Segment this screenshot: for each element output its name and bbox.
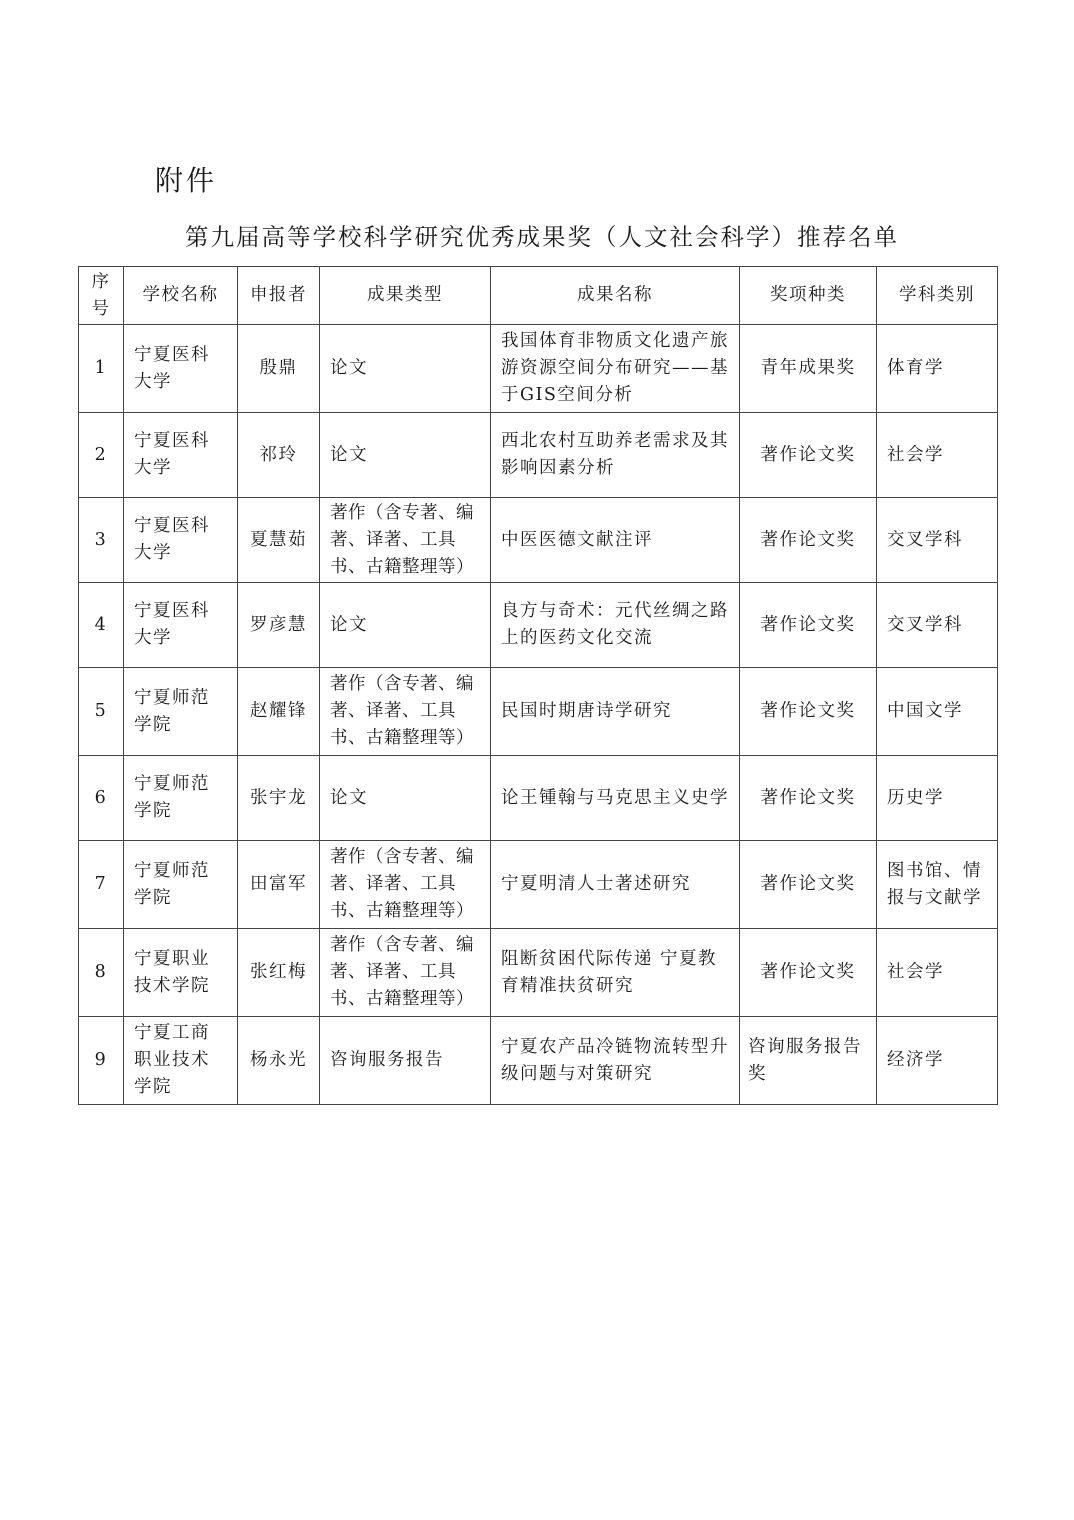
row-discipline: 交叉学科 <box>877 583 998 668</box>
row-author: 杨永光 <box>238 1017 320 1105</box>
row-author: 田富军 <box>238 841 320 929</box>
row-author: 罗彦慧 <box>238 583 320 668</box>
header-type: 成果类型 <box>320 267 491 325</box>
row-school: 宁夏师范学院 <box>124 756 238 841</box>
header-school: 学校名称 <box>124 267 238 325</box>
row-school: 宁夏医科大学 <box>124 498 238 583</box>
row-type: 著作（含专著、编著、译著、工具书、古籍整理等） <box>320 929 491 1017</box>
row-num: 7 <box>79 841 124 929</box>
row-type: 著作（含专著、编著、译著、工具书、古籍整理等） <box>320 841 491 929</box>
row-discipline: 图书馆、情报与文献学 <box>877 841 998 929</box>
row-num: 4 <box>79 583 124 668</box>
row-type: 论文 <box>320 583 491 668</box>
row-discipline: 社会学 <box>877 413 998 498</box>
row-num: 1 <box>79 325 124 413</box>
row-type: 咨询服务报告 <box>320 1017 491 1105</box>
table-row <box>79 668 998 756</box>
row-award: 著作论文奖 <box>740 413 877 498</box>
table-row <box>79 325 998 413</box>
row-name: 宁夏农产品冷链物流转型升级问题与对策研究 <box>491 1017 740 1105</box>
row-award: 咨询服务报告奖 <box>740 1017 877 1105</box>
row-num: 6 <box>79 756 124 841</box>
row-type: 著作（含专著、编著、译著、工具书、古籍整理等） <box>320 498 491 583</box>
row-author: 夏慧茹 <box>238 498 320 583</box>
header-num: 序 号 <box>79 267 124 325</box>
table-row <box>79 583 998 668</box>
row-author: 赵耀锋 <box>238 668 320 756</box>
row-author: 张宇龙 <box>238 756 320 841</box>
row-school: 宁夏工商职业技术学院 <box>124 1017 238 1105</box>
row-num: 8 <box>79 929 124 1017</box>
row-author: 祁玲 <box>238 413 320 498</box>
attachment-label: 附件 <box>155 164 218 197</box>
row-award: 著作论文奖 <box>740 668 877 756</box>
row-school: 宁夏师范学院 <box>124 668 238 756</box>
row-school: 宁夏医科大学 <box>124 413 238 498</box>
row-school: 宁夏医科大学 <box>124 325 238 413</box>
table-row <box>79 841 998 929</box>
header-discipline: 学科类别 <box>877 267 998 325</box>
table-header-row <box>79 267 998 325</box>
document-title: 第九届高等学校科学研究优秀成果奖（人文社会科学）推荐名单 <box>185 223 899 251</box>
row-discipline: 经济学 <box>877 1017 998 1105</box>
row-name: 阻断贫困代际传递 宁夏教育精准扶贫研究 <box>491 929 740 1017</box>
row-num: 2 <box>79 413 124 498</box>
row-type: 论文 <box>320 413 491 498</box>
row-award: 著作论文奖 <box>740 583 877 668</box>
table-row <box>79 413 998 498</box>
nomination-table <box>78 266 998 1105</box>
table-row <box>79 929 998 1017</box>
row-school: 宁夏师范学院 <box>124 841 238 929</box>
row-name: 良方与奇术：元代丝绸之路上的医药文化交流 <box>491 583 740 668</box>
row-discipline: 体育学 <box>877 325 998 413</box>
header-author: 申报者 <box>238 267 320 325</box>
row-award: 著作论文奖 <box>740 841 877 929</box>
row-num: 3 <box>79 498 124 583</box>
row-discipline: 交叉学科 <box>877 498 998 583</box>
row-school: 宁夏医科大学 <box>124 583 238 668</box>
row-type: 论文 <box>320 756 491 841</box>
row-name: 民国时期唐诗学研究 <box>491 668 740 756</box>
row-discipline: 社会学 <box>877 929 998 1017</box>
row-name: 我国体育非物质文化遗产旅游资源空间分布研究——基于GIS空间分析 <box>491 325 740 413</box>
row-award: 著作论文奖 <box>740 498 877 583</box>
row-num: 9 <box>79 1017 124 1105</box>
row-school: 宁夏职业技术学院 <box>124 929 238 1017</box>
table-row <box>79 756 998 841</box>
row-discipline: 历史学 <box>877 756 998 841</box>
row-name: 宁夏明清人士著述研究 <box>491 841 740 929</box>
row-author: 张红梅 <box>238 929 320 1017</box>
row-type: 著作（含专著、编著、译著、工具书、古籍整理等） <box>320 668 491 756</box>
row-type: 论文 <box>320 325 491 413</box>
row-name: 西北农村互助养老需求及其影响因素分析 <box>491 413 740 498</box>
row-award: 著作论文奖 <box>740 756 877 841</box>
row-name: 中医医德文献注评 <box>491 498 740 583</box>
row-num: 5 <box>79 668 124 756</box>
row-award: 著作论文奖 <box>740 929 877 1017</box>
row-discipline: 中国文学 <box>877 668 998 756</box>
table-row <box>79 498 998 583</box>
row-award: 青年成果奖 <box>740 325 877 413</box>
row-name: 论王锺翰与马克思主义史学 <box>491 756 740 841</box>
header-name: 成果名称 <box>491 267 740 325</box>
table-row <box>79 1017 998 1105</box>
header-award: 奖项种类 <box>740 267 877 325</box>
row-author: 殷鼎 <box>238 325 320 413</box>
